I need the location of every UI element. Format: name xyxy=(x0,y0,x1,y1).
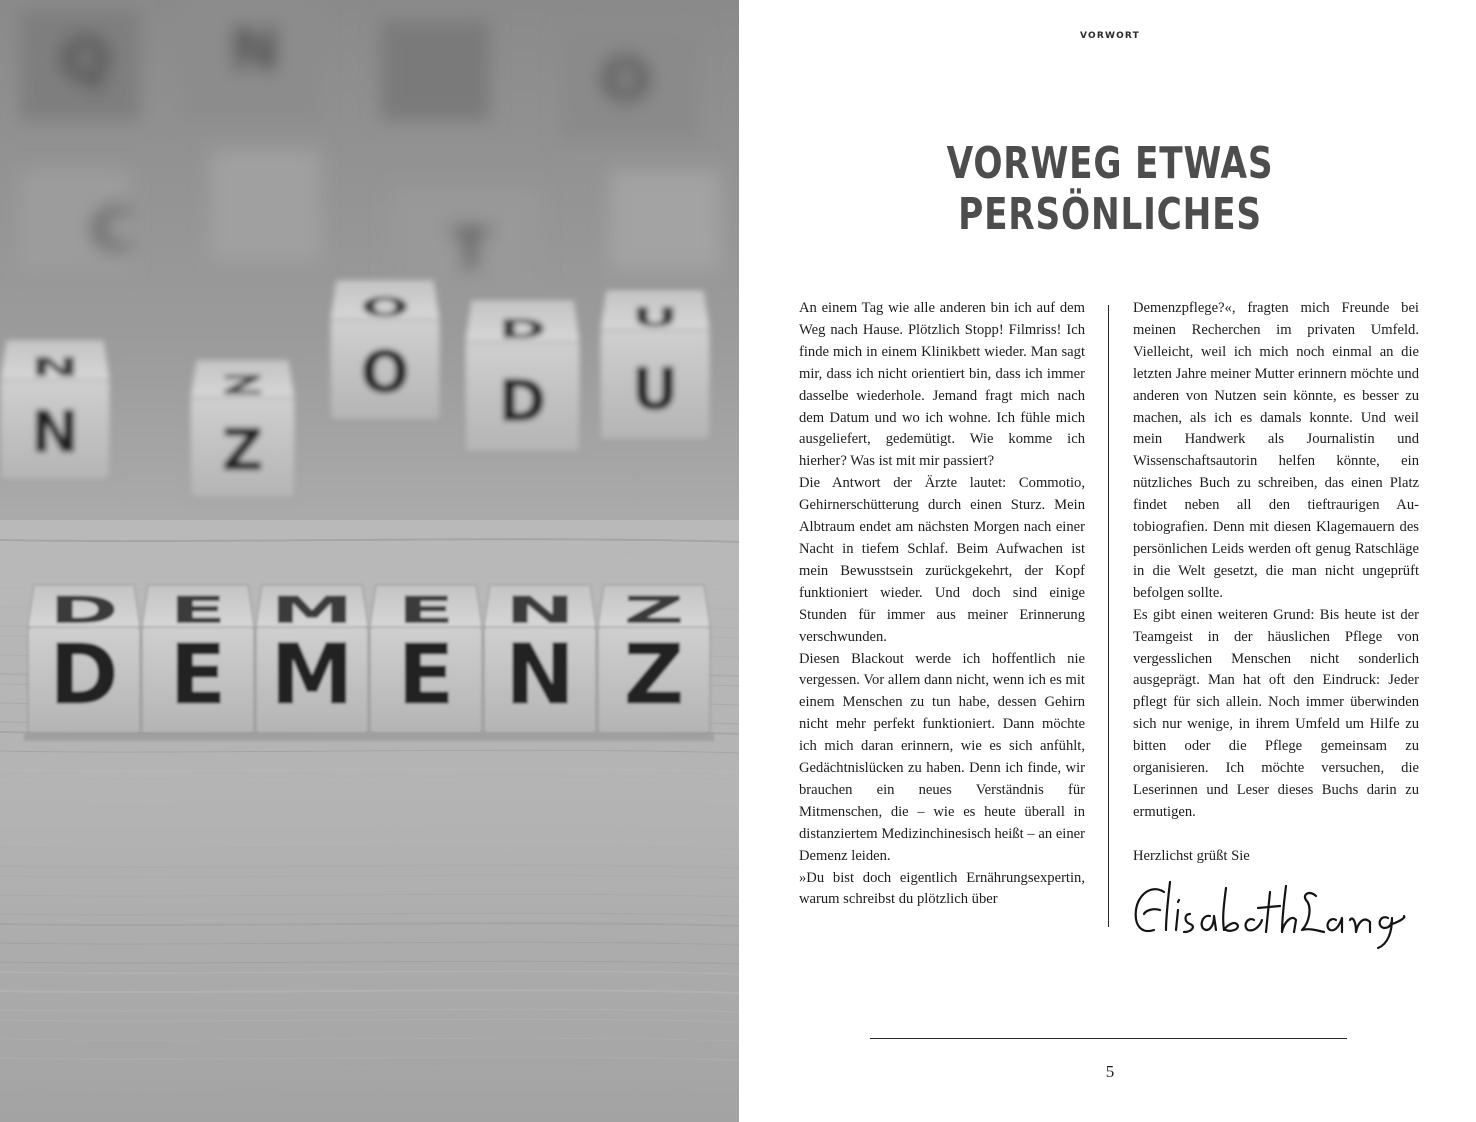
block-top-letter: Z xyxy=(221,369,264,401)
paragraph: Es gibt einen weiteren Grund: Bis heute ist der Teamgeist in der häuslichen Pflege von vergesslichen Menschen nicht sonderlich ausgeprägt. Man hat oft den Eindruck: Jeder pflegt für sich allein. Noch immer überwinden sich nur wenige, in ihrem Umfeld um Hilfe zu bitten oder die Pflege gemeinsam zu organisieren. Ich möchte versuchen, die Leserinnen und Leser dieses Buchs darin zu ermutigen. xyxy=(1133,606,1419,820)
letter-block xyxy=(600,290,710,440)
chapter-title: VORWEG ETWAS PERSÖNLICHES xyxy=(946,138,1274,240)
block-front-letter: E xyxy=(169,625,227,724)
letter-block xyxy=(256,585,368,733)
block-front-letter: Z xyxy=(623,625,685,724)
background-letter-blocks xyxy=(0,280,710,498)
block-front-letter: O xyxy=(360,338,410,406)
svg-text:T: T xyxy=(450,215,491,285)
page-number: 5 xyxy=(1105,1062,1115,1081)
letter-block xyxy=(465,300,580,452)
text-column-right xyxy=(1133,298,1419,868)
footer-rule xyxy=(870,1038,1347,1039)
block-top-letter: E xyxy=(397,588,455,633)
greeting: Herzlichst grüßt Sie xyxy=(1133,847,1250,864)
block-front-letter: Z xyxy=(221,416,264,484)
block-top-letter: D xyxy=(49,588,119,633)
block-top-letter: N xyxy=(504,588,576,633)
block-shadow xyxy=(24,733,714,741)
block-top-letter: N xyxy=(30,351,80,383)
letter-block xyxy=(598,585,710,733)
letter-block xyxy=(0,340,110,480)
block-top-letter: O xyxy=(360,291,410,323)
svg-text:Q: Q xyxy=(60,25,112,95)
svg-text:O: O xyxy=(600,45,652,115)
letter-block xyxy=(190,360,295,498)
block-top-letter: D xyxy=(498,313,547,345)
block-front-letter: U xyxy=(631,355,679,424)
block-front-letter: E xyxy=(397,625,455,724)
letter-block xyxy=(370,585,482,733)
svg-text:N: N xyxy=(230,15,281,85)
block-front-letter: D xyxy=(49,625,119,724)
column-divider xyxy=(1108,305,1109,927)
svg-text:C: C xyxy=(90,195,135,265)
block-front-letter: M xyxy=(270,625,354,724)
block-front-letter: D xyxy=(498,367,547,436)
letter-block xyxy=(330,280,440,420)
letter-block xyxy=(28,585,140,733)
block-top-letter: E xyxy=(169,588,227,633)
block-top-letter: M xyxy=(270,588,354,633)
block-top-letter: Z xyxy=(623,588,685,633)
letter-block xyxy=(142,585,254,733)
paragraph: Diesen Blackout werde ich hoffentlich nie vergessen. Vor allem dann nicht, wenn ich es mit einem Menschen zu tun habe, dessen Gehirn nicht mehr perfekt funktioniert. Dann möchte ich mich daran erinnern, wie es sich anfühlt, Gedächtnislücken zu haben. Denn ich finde, wir brauchen ein neues Verständnis für Mitmenschen, die – wie es heute überall in distanziertem Medizinchinesisch heißt – an einer Demenz leiden. xyxy=(799,650,1085,864)
background-blur-blocks xyxy=(20,0,720,300)
block-front-letter: N xyxy=(504,625,576,724)
block-front-letter: N xyxy=(30,398,80,466)
paragraph: An einem Tag wie alle anderen bin ich auf dem Weg nach Hause. Plötzlich Stopp! Filmriss! Ich finde mich in einem Klinikbett wieder. Man sagt mir, dass ich nicht orientiert bin, dass ich immer dasselbe wiederhole. Jemand fragt mich nach dem Datum und wo ich wohne. Ich fühle mich ausgeliefert, gedemütigt. Wie komme ich hierher? Was ist mit mir passiert? xyxy=(799,300,1085,470)
handwritten-signature xyxy=(1130,870,1410,960)
text-column-left xyxy=(799,298,1085,911)
paragraph: Die Antwort der Ärzte lautet: Commotio, Gehirnerschütterung durch einen Sturz. Mein Albtraum endet am nächsten Morgen nach einer Nacht in tiefem Schlaf. Beim Aufwachen ist mein Bewusstsein zurückgekehrt, der Kopf funktioniert wieder. Und doch sind einige Stunden für immer aus meiner Erinnerung verschwunden. xyxy=(799,475,1085,645)
block-top-letter: U xyxy=(631,301,679,333)
letter-block xyxy=(484,585,596,733)
running-head: VORWORT xyxy=(1079,31,1141,41)
paragraph: Demenzpflege?«, fragten mich Freunde bei meinen Recherchen im privaten Umfeld. Vielleicht, weil ich mich noch einmal an die letzten Jahre meiner Mutter erinnern möchte und anderen von Nutzen sein könnte, es besser zu machen, als ich es damals konnte. Und weil mein Handwerk als Journalistin und Wissenschaftsautorin helfen könnte, ein nützliches Buch zu schreiben, das einen Platz findet neben all den tieftraurigen Autobiografien. Denn mit diesen Klagemauern des persönlichen Leids werden oft genug Ratschläge in die Welt gesetzt, die man nicht ungeprüft befolgen sollte. xyxy=(1133,300,1419,601)
paragraph: »Du bist doch eigentlich Ernährungsexpertin, warum schreibst du plötzlich über xyxy=(799,869,1085,908)
